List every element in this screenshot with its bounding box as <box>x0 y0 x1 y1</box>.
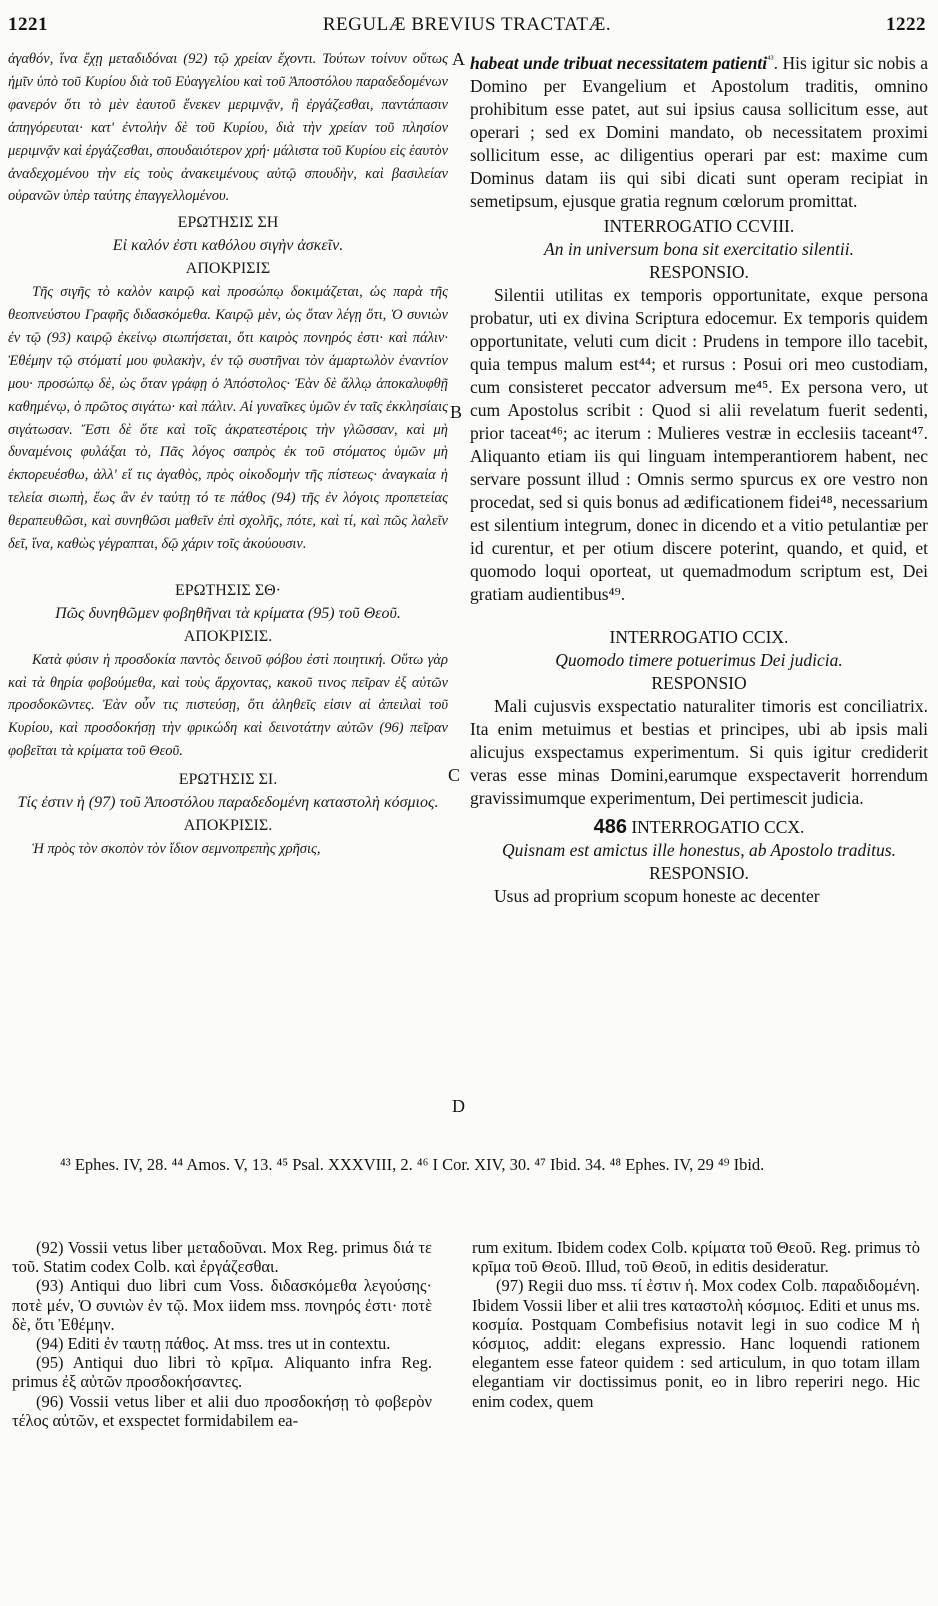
page-number-left: 1221 <box>8 14 48 35</box>
greek-intro: ἀγαθόν, ἵνα ἔχῃ μεταδιδόναι (92) τῷ χρείαν ἔχοντι. Τούτων τοίνυν οὕτως ἡμῖν ὑπὸ τοῦ Κυρίου διὰ τοῦ Εὐαγγελίου καὶ τοῦ Ἀποστόλου παραδεδομένων φανερόν ὅτι τὸ μὲν ἑαυτοῦ ἕνεκεν μεριμνᾷν, ἢ ἐργάζεσθαι, παντάπασιν ἀπηγόρευται· κατ' ἐντολὴν δὲ τοῦ Κυρίου, διὰ τὴν χρείαν τοῦ πλησίον μεριμνᾷν καὶ ἐργάζεσθαι, σπουδαιότερον χρή· μάλιστα τοῦ Κυρίου εἰς ἑαυτὸν ἀναδεχομένου τὴν εἰς τοὺς ἀνακειμένους αὐτῷ σπουδὴν, καὶ βασιλείαν οὐρανῶν ὑπὲρ ταύτης ἐπαγγελλομένου. <box>8 51 448 205</box>
greek-q208-title: Εἰ καλόν ἐστι καθόλου σιγὴν ἀσκεῖν. <box>112 237 344 255</box>
greek-q209-title: Πῶς δυνηθῶμεν φοβηθῆναι τὰ κρίματα (95) τοῦ Θεοῦ. <box>55 604 401 622</box>
note: (96) Vossii vetus liber et alii duo προσδοκήσῃ τὸ φοβερὸν τέλος αὐτῶν, et exspectet formidabilem ea- <box>12 1391 432 1430</box>
notes-right <box>472 1238 920 1411</box>
note: (92) Vossii vetus liber μεταδοῦναι. Mox Reg. primus διά τε τοῦ. Statim codex Colb. καὶ ἐργάζεσθαι. <box>12 1238 432 1277</box>
latin-intro <box>470 48 928 213</box>
latin-q209-response-heading: RESPONSIO <box>651 672 747 693</box>
note: rum exitum. Ibidem codex Colb. κρίματα τοῦ Θεοῦ. Reg. primus τὸ κρῖμα τοῦ Θεοῦ. Illud, τοῦ Θεοῦ, in editis desideratur. <box>472 1238 920 1277</box>
margin-marker-b: B <box>450 402 463 422</box>
latin-q209-title: Quomodo timere potuerimus Dei judicia. <box>555 649 843 670</box>
latin-q210-heading: INTERROGATIO CCX. <box>631 816 805 837</box>
greek-q209-heading: ΕΡΩΤΗΣΙΣ ΣΘ· <box>174 581 282 599</box>
notes-left <box>12 1238 432 1430</box>
latin-q209-body: Mali cujusvis exspectatio naturaliter timoris est conciliatrix. Ita enim metuimus et bestias et principes, ubi ab ipsis mali alicujus exspectamus experimentum. Si quis igitur crediderit veras esse minas Domini,earumque exspectaverit horrendum gravissimumque experimentum, Dei pertimescit judicia. <box>470 695 928 808</box>
column-number: 486 <box>593 815 627 838</box>
margin-marker-a: A <box>452 49 465 69</box>
latin-intro-text: . His igitur sic nobis a Domino per Evangelium et Apostolum traditis, omnino prohibitum esse patet, aut sui ipsius causa sollicitum esse, aut operari ; sed ex Domini mandato, ob necessitatem proximi sollicitum esse, ac diligentius operari par est: maxime cum Dominus datam iis qui sibi dicati sunt operam recipiat in semetipsum, ejusque gratia regnum cœlorum promittat. <box>470 52 928 211</box>
latin-q209-heading: INTERROGATIO CCIX. <box>609 626 789 647</box>
latin-q208-response-heading: RESPONSIO. <box>649 261 749 282</box>
greek-q208-heading: ΕΡΩΤΗΣΙΣ ΣΗ <box>177 214 279 232</box>
latin-q210-heading-line <box>470 816 928 839</box>
latin-q208-title: An in universum bona sit exercitatio silentii. <box>544 238 854 259</box>
greek-column <box>8 48 448 861</box>
greek-q209-response-heading: ΑΠΟΚΡΙΣΙΣ. <box>183 627 273 645</box>
running-header <box>8 14 926 40</box>
greek-q210-heading: ΕΡΩΤΗΣΙΣ ΣΙ. <box>178 771 278 789</box>
note: (93) Antiqui duo libri cum Voss. διδασκόμεθα λεγούσης· ποτὲ μέν, Ὁ συνιὼν ἐν τῷ. Mox iidem mss. πονηρός ἐστι· ποτὲ δὲ, ὅτι Ἐθέμην. <box>12 1276 432 1334</box>
greek-q208-body: Τῆς σιγῆς τὸ καλὸν καιρῷ καὶ προσώπῳ δοκιμάζεται, ὡς παρὰ τῆς θεοπνεύστου Γραφῆς διδασκόμεθα. Καιρῷ μὲν, ὡς ὅταν λέγῃ ὅτι, Ὁ συνιὼν ἐν τῷ (93) καιρῷ ἐκείνῳ σιωπήσεται, ὅτι καιρὸς πονηρός ἐστι· καὶ πάλιν· Ἐθέμην τῷ στόματί μου φυλακὴν, ἐν τῷ συστῆναι τὸν ἁμαρτωλὸν ἐναντίον μου· προσώπῳ δὲ, ὡς ὅταν γράφῃ ὁ Ἀπόστολος· Ἐὰν δὲ ἄλλῳ ἀποκαλυφθῇ καθημένῳ, ὁ πρῶτος σιγάτω· καὶ πάλιν. Αἱ γυναῖκες ὑμῶν ἐν ταῖς ἐκκλησίαις σιγάτωσαν. Ἔστι δὲ ὅτε καὶ τοῖς ἀκρατεστέροις τὴν γλῶσσαν, καὶ μὴ δυναμένοις φυλάξαι τὸ, Πᾶς λόγος σαπρὸς ἐκ τοῦ στόματος ὑμῶν μὴ ἐκπορευέσθω, ἀλλ' εἴ τις ἀγαθὸς, πρὸς οἰκοδομὴν τῆς πίστεως· ἀναγκαία ἡ τελεία σιωπὴ, ἕως ἂν ἐν ταύτῃ τό τε πάθος (94) τῆς ἐν λόγοις προπετείας θεραπευθῶσι, καὶ συνηθῶσι μαθεῖν ἐπὶ σχολῆς, πότε, καὶ τί, καὶ πῶς λαλεῖν δεῖ, ἵνα, καθὼς γέγραπται, δῷ χάριν τοῖς ἀκούουσιν. <box>8 284 448 553</box>
latin-q210-body: Usus ad proprium scopum honeste ac decenter <box>494 885 820 906</box>
greek-q210-response-heading: ΑΠΟΚΡΙΣΙΣ. <box>183 817 273 834</box>
latin-q210-response-heading: RESPONSIO. <box>649 862 749 883</box>
page-number-right: 1222 <box>886 14 926 35</box>
margin-marker-c: C <box>448 765 461 785</box>
note: (95) Antiqui duo libri τὸ κρῖμα. Aliquanto infra Reg. primus ἐξ αὐτῶν προσδοκήσαντες. <box>12 1353 432 1392</box>
greek-q210-title: Τίς ἐστιν ἡ (97) τοῦ Ἀποστόλου παραδεδομένη καταστολὴ κόσμιος. <box>17 794 439 812</box>
latin-q208-body: Silentii utilitas ex temporis opportunitate, exque persona probatur, uti ex divina Scriptura edocemur. Ex temporis quidem opportunitate, veluti cum dicit : Prudens in tempore illo tacebit, quia tempus malum est⁴⁴; et rursus : Posui ori meo custodiam, cum consisteret peccator adversum me⁴⁵. Ex persona vero, ut cum Apostolus scribit : Quod si alii revelatum fuerit sedenti, prior taceat⁴⁶; ac iterum : Mulieres vestræ in ecclesiis taceant⁴⁷. Aliquanto etiam iis qui linguam intemperantiorem habent, nec servare possunt illud : Omnis sermo spurcus ex ore vestro non procedat, sed si quis bonus ad ædificationem fidei⁴⁸, necessarium est silentium integrum, donec in dicendo et a vitio petulantiæ per id curentur, et per otium discere poterint, quando, et quid, et quomodo loqui oporteat, ut quemadmodum scriptum est, Dei gratiam audientibus⁴⁹. <box>470 284 928 604</box>
footnote-ref: ⁴³ <box>767 54 774 65</box>
note: (97) Regii duo mss. τί ἐστιν ἡ. Mox codex Colb. παραδιδομένη. Ibidem Vossii liber et alii tres καταστολὴ κόσμιος. Editi et unus ms. κοσμία. Postquam Combefisius notavit legi in suo codice M ἡ κόσμιος, addit: elegans expressio. Hanc loquendi rationem elegantem esse fateor quidem : sed articulum, in quo totam illam elegantiam vir doctissimus ponit, eo in libro reperiri nego. Hic enim codex, quem <box>472 1276 920 1411</box>
latin-q210-title: Quisnam est amictus ille honestus, ab Apostolo traditus. <box>502 839 896 860</box>
margin-marker-d: D <box>452 1096 465 1116</box>
scripture-references: ⁴³ Ephes. IV, 28. ⁴⁴ Amos. V, 13. ⁴⁵ Psal. XXXVIII, 2. ⁴⁶ I Cor. XIV, 30. ⁴⁷ Ibid. 34. ⁴⁸ Ephes. IV, 29 ⁴⁹ Ibid. <box>60 1155 765 1174</box>
greek-q210-body: Ἡ πρὸς τὸν σκοπὸν τὸν ἴδιον σεμνοπρεπὴς χρῆσις, <box>32 840 321 857</box>
latin-column <box>470 48 928 908</box>
latin-q208-heading: INTERROGATIO CCVIII. <box>603 215 795 236</box>
greek-q208-response-heading: ΑΠΟΚΡΙΣΙΣ <box>185 260 271 278</box>
latin-intro-italic: habeat unde tribuat necessitatem patienti <box>470 52 768 73</box>
note: (94) Editi ἐν ταυτῃ πάθος. At mss. tres ut in contextu. <box>36 1334 391 1354</box>
greek-q209-body: Κατὰ φύσιν ἡ προσδοκία παντὸς δεινοῦ φόβου ἐστὶ ποιητική. Οὕτω γὰρ καὶ τὰ θηρία φοβούμεθα, καὶ τοὺς ἄρχοντας, κακοῦ τινος πεῖραν ἐξ αὐτῶν προσδοκῶντες. Ἐὰν οὖν τις πιστεύσῃ, ὅτι ἀληθεῖς εἰσιν αἱ ἀπειλαὶ τοῦ Κυρίου, καὶ προσδοκήσῃ τὴν φρικώδη καὶ δεινοτάτην αὐτῶν (96) πεῖραν φοβεῖται τὰ κρίματα τοῦ Θεοῦ. <box>8 651 448 760</box>
running-title: REGULÆ BREVIUS TRACTATÆ. <box>322 14 612 35</box>
